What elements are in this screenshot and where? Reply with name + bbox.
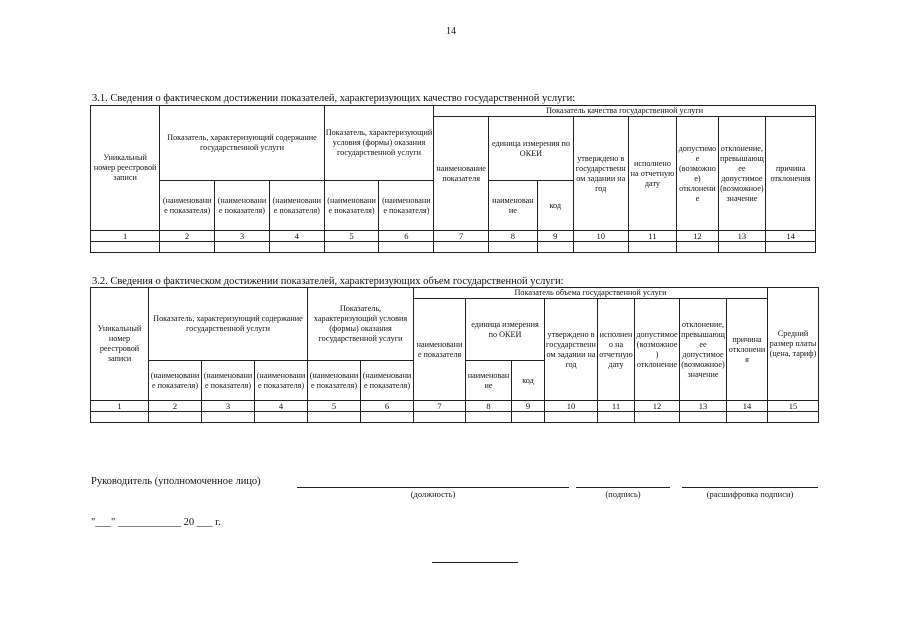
date-line: "___" ____________ 20 ___ г. bbox=[91, 517, 221, 528]
section1-title: 3.1. Сведения о фактическом достижении показателей, характеризующих качество государственной услуги: bbox=[92, 93, 576, 104]
table-cell bbox=[718, 242, 766, 253]
table-cell bbox=[727, 412, 768, 423]
column-number: 5 bbox=[308, 401, 361, 412]
table-cell bbox=[324, 242, 379, 253]
table-row bbox=[91, 412, 819, 423]
table-cell bbox=[680, 412, 727, 423]
header-unique-number: Уникальный номер реестровой записи bbox=[91, 106, 160, 231]
header-code: код bbox=[537, 181, 573, 231]
column-number: 7 bbox=[414, 401, 466, 412]
column-number: 1 bbox=[91, 231, 160, 242]
header-volume-group: Показатель объема государственной услуги bbox=[414, 288, 768, 299]
column-number: 11 bbox=[628, 231, 677, 242]
column-number: 5 bbox=[324, 231, 379, 242]
table-cell bbox=[269, 242, 324, 253]
header-quality-group: Показатель качества государственной услуги bbox=[434, 106, 816, 117]
column-number: 8 bbox=[466, 401, 512, 412]
table-cell bbox=[160, 242, 215, 253]
table-cell bbox=[308, 412, 361, 423]
column-number: 15 bbox=[768, 401, 819, 412]
decoding-line bbox=[682, 487, 818, 488]
column-number: 9 bbox=[537, 231, 573, 242]
quality-indicators-table bbox=[90, 105, 816, 253]
table-cell bbox=[255, 412, 308, 423]
table-cell bbox=[91, 412, 149, 423]
column-number: 9 bbox=[512, 401, 545, 412]
header-executed: исполнено на отчетную дату bbox=[598, 299, 635, 401]
header-indicator-name: наименование показателя bbox=[414, 299, 466, 401]
table-cell bbox=[512, 412, 545, 423]
column-number: 2 bbox=[149, 401, 202, 412]
table-cell bbox=[91, 242, 160, 253]
column-number: 4 bbox=[269, 231, 324, 242]
header-unit-okei: единица измерения по ОКЕИ bbox=[489, 117, 574, 181]
header-allowed-deviation: допустимое (возможное) отклонение bbox=[677, 117, 718, 231]
header-allowed-deviation: допустимое (возможное) отклонение bbox=[635, 299, 680, 401]
header-name-sub: (наименование показателя) bbox=[308, 361, 361, 401]
header-excess-deviation: отклонение, превышающее допустимое (возможное) значение bbox=[680, 299, 727, 401]
column-number: 13 bbox=[718, 231, 766, 242]
header-name-sub: (наименование показателя) bbox=[149, 361, 202, 401]
table-cell bbox=[545, 412, 598, 423]
header-name-sub: (наименование показателя) bbox=[269, 181, 324, 231]
signature-line bbox=[576, 487, 670, 488]
table-row bbox=[91, 242, 816, 253]
header-conditions-indicator: Показатель, характеризующий условия (формы) оказания государственной услуги bbox=[324, 106, 434, 181]
table-cell bbox=[598, 412, 635, 423]
column-number: 3 bbox=[215, 231, 270, 242]
header-avg-price: Средний размер платы (цена, тариф) bbox=[768, 288, 819, 401]
signature-caption: (подпись) bbox=[605, 489, 641, 499]
column-number: 14 bbox=[766, 231, 816, 242]
column-number: 8 bbox=[489, 231, 538, 242]
table-cell bbox=[149, 412, 202, 423]
column-number: 4 bbox=[255, 401, 308, 412]
header-conditions-indicator: Показатель, характеризующий условия (формы) оказания государственной услуги bbox=[308, 288, 414, 361]
table-cell bbox=[489, 242, 538, 253]
header-code: код bbox=[512, 361, 545, 401]
column-number: 10 bbox=[545, 401, 598, 412]
header-name-sub: (наименование показателя) bbox=[361, 361, 414, 401]
header-name-sub: (наименование показателя) bbox=[255, 361, 308, 401]
column-number: 1 bbox=[91, 401, 149, 412]
table-cell bbox=[768, 412, 819, 423]
header-content-indicator: Показатель, характеризующий содержание государственной услуги bbox=[160, 106, 324, 181]
header-name-sub: (наименование показателя) bbox=[160, 181, 215, 231]
header-reason: причина отклонения bbox=[766, 117, 816, 231]
table-cell bbox=[766, 242, 816, 253]
column-number: 12 bbox=[677, 231, 718, 242]
column-number: 10 bbox=[573, 231, 628, 242]
header-unit-okei: единица измерения по ОКЕИ bbox=[466, 299, 545, 361]
header-indicator-name: наименование показателя bbox=[434, 117, 489, 231]
header-excess-deviation: отклонение, превышающее допустимое (возможное) значение bbox=[718, 117, 766, 231]
table-cell bbox=[434, 242, 489, 253]
table-cell bbox=[628, 242, 677, 253]
column-number: 7 bbox=[434, 231, 489, 242]
header-name-sub: (наименование показателя) bbox=[379, 181, 434, 231]
page-number: 14 bbox=[446, 26, 456, 37]
table-cell bbox=[414, 412, 466, 423]
head-label: Руководитель (уполномоченное лицо) bbox=[91, 476, 261, 487]
header-name-sub: (наименование показателя) bbox=[324, 181, 379, 231]
column-number: 14 bbox=[727, 401, 768, 412]
table-cell bbox=[635, 412, 680, 423]
column-number: 6 bbox=[361, 401, 414, 412]
decoding-caption: (расшифровка подписи) bbox=[706, 489, 794, 499]
header-unique-number: Уникальный номер реестровой записи bbox=[91, 288, 149, 401]
header-unit-name: наименование bbox=[489, 181, 538, 231]
column-number: 11 bbox=[598, 401, 635, 412]
table-cell bbox=[466, 412, 512, 423]
section2-title: 3.2. Сведения о фактическом достижении показателей, характеризующих объем государственной услуги: bbox=[92, 276, 564, 287]
table-cell bbox=[677, 242, 718, 253]
column-number: 3 bbox=[202, 401, 255, 412]
column-number: 12 bbox=[635, 401, 680, 412]
header-content-indicator: Показатель, характеризующий содержание государственной услуги bbox=[149, 288, 308, 361]
header-approved: утверждено в государственном задании на год bbox=[545, 299, 598, 401]
table-cell bbox=[573, 242, 628, 253]
column-number: 13 bbox=[680, 401, 727, 412]
table-cell bbox=[215, 242, 270, 253]
position-caption: (должность) bbox=[410, 489, 456, 499]
header-reason: причина отклонения bbox=[727, 299, 768, 401]
header-executed: исполнено на отчетную дату bbox=[628, 117, 677, 231]
header-unit-name: наименование bbox=[466, 361, 512, 401]
column-number: 2 bbox=[160, 231, 215, 242]
column-number: 6 bbox=[379, 231, 434, 242]
header-approved: утверждено в государственном задании на год bbox=[573, 117, 628, 231]
table-cell bbox=[379, 242, 434, 253]
volume-indicators-table bbox=[90, 287, 819, 423]
table-cell bbox=[202, 412, 255, 423]
header-name-sub: (наименование показателя) bbox=[202, 361, 255, 401]
header-name-sub: (наименование показателя) bbox=[215, 181, 270, 231]
table-cell bbox=[361, 412, 414, 423]
table-cell bbox=[537, 242, 573, 253]
footer-rule bbox=[432, 562, 518, 563]
position-line bbox=[297, 487, 569, 488]
